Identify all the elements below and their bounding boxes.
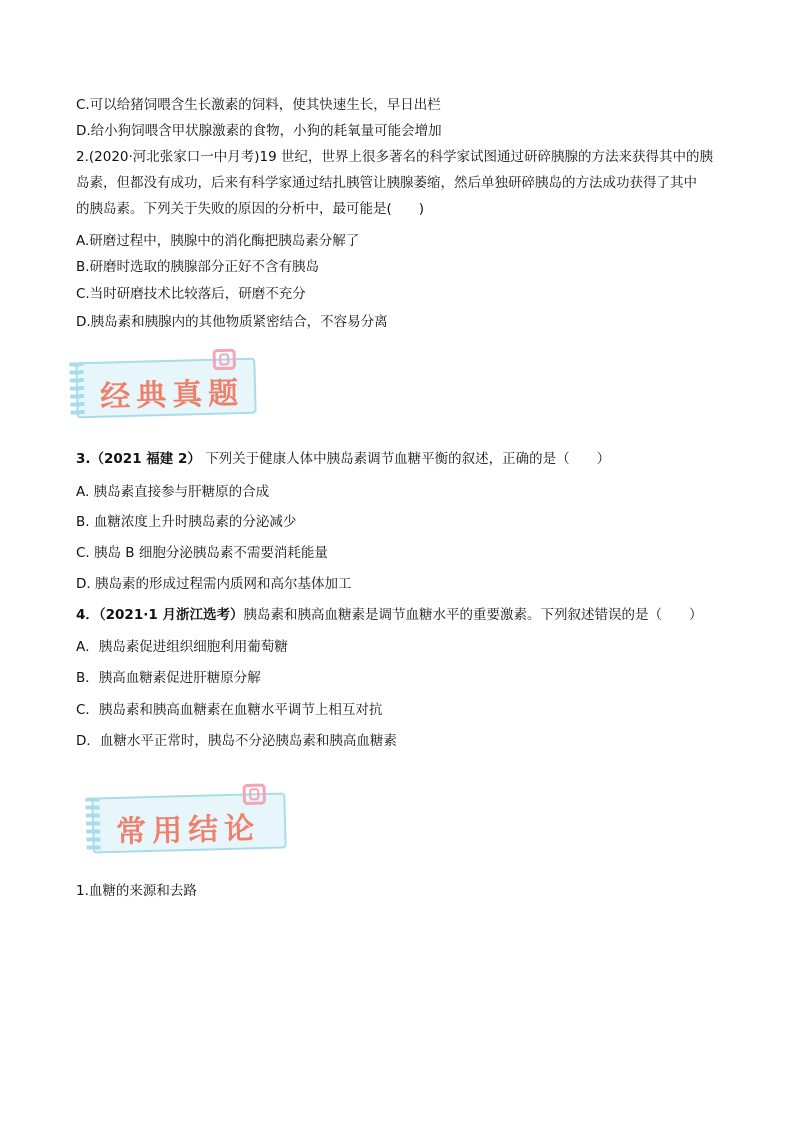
q3-option-d: D. 胰岛素的形成过程需内质网和高尔基体加工 <box>76 576 352 592</box>
conclusion-item-1: 1.血糖的来源和去路 <box>76 883 197 899</box>
section-title: 经典真题 <box>99 375 245 415</box>
q2-stem-line-3: 的胰岛素。下列关于失败的原因的分析中，最可能是( ) <box>76 201 425 217</box>
q4-stem-text: 胰岛素和胰高血糖素是调节血糖水平的重要激素。下列叙述错误的是（ ） <box>243 607 703 623</box>
q4-option-b: B．胰高血糖素促进肝糖原分解 <box>76 670 261 686</box>
q4-source: 4．（2021·1 月浙江选考） <box>76 607 244 623</box>
q1-option-d: D.给小狗饲喂含甲状腺激素的食物，小狗的耗氧量可能会增加 <box>76 123 442 139</box>
q2-stem-line-1: 2.(2020·河北张家口一中月考)19 世纪，世界上很多著名的科学家试图通过研碎胰腺的方法来获得其中的胰 <box>76 149 714 165</box>
q3-stem-text: 下列关于健康人体中胰岛素调节血糖平衡的叙述，正确的是（ ） <box>205 451 611 467</box>
q3-option-c: C. 胰岛 B 细胞分泌胰岛素不需要消耗能量 <box>76 545 328 561</box>
q4-option-c: C．胰岛素和胰高血糖素在血糖水平调节上相互对抗 <box>76 702 383 718</box>
q2-option-d: D.胰岛素和胰腺内的其他物质紧密结合，不容易分离 <box>76 314 388 330</box>
q4-stem <box>76 606 702 624</box>
section-title: 常用结论 <box>115 811 261 850</box>
q2-option-c: C.当时研磨技术比较落后，研磨不充分 <box>76 286 306 302</box>
paperclip-icon <box>241 783 268 806</box>
q2-option-b: B.研磨时选取的胰腺部分正好不含有胰岛 <box>76 259 320 275</box>
q3-option-b: B. 血糖浓度上升时胰岛素的分泌减少 <box>76 514 297 530</box>
section-banner-classic-questions <box>75 358 256 419</box>
section-banner-common-conclusions <box>91 792 286 853</box>
q3-stem <box>76 450 610 468</box>
q3-source: 3.（2021 福建 2） <box>76 451 201 467</box>
q4-option-a: A．胰岛素促进组织细胞利用葡萄糖 <box>76 639 288 655</box>
q2-stem-line-2: 岛素，但都没有成功，后来有科学家通过结扎胰管让胰腺萎缩，然后单独研碎胰岛的方法成功获得了其中 <box>76 175 697 191</box>
q2-option-a: A.研磨过程中，胰腺中的消化酶把胰岛素分解了 <box>76 233 360 249</box>
q4-option-d: D．血糖水平正常时，胰岛不分泌胰岛素和胰高血糖素 <box>76 733 397 749</box>
q1-option-c: C.可以给猪饲喂含生长激素的饲料，使其快速生长，早日出栏 <box>76 97 441 113</box>
q3-option-a: A. 胰岛素直接参与肝糖原的合成 <box>76 484 270 500</box>
